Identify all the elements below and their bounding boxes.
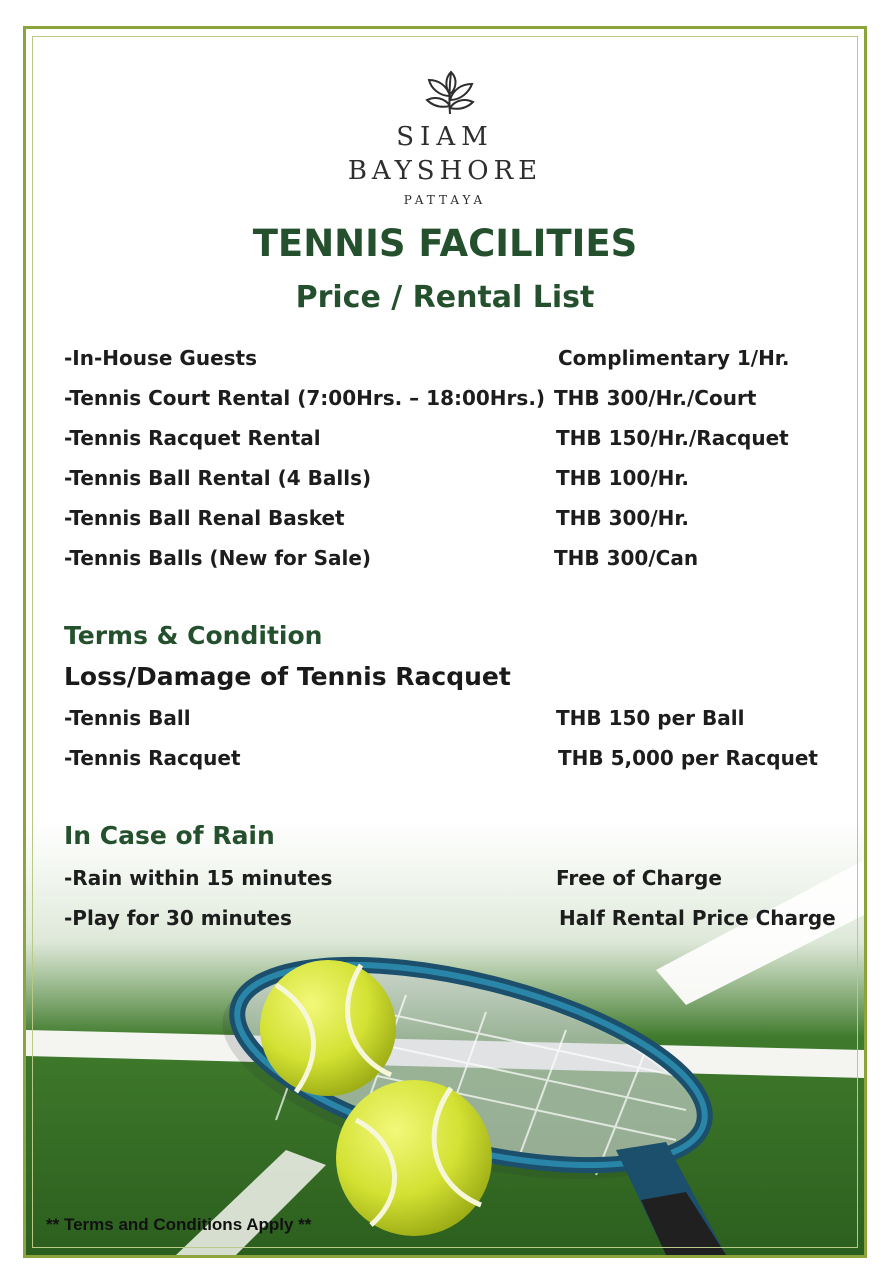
- price-value: THB 150/Hr./Racquet: [556, 426, 789, 450]
- rain-value: Free of Charge: [556, 866, 722, 890]
- brand-name-line1: SIAM: [396, 122, 494, 152]
- rain-value: Half Rental Price Charge: [559, 906, 836, 930]
- rain-heading: In Case of Rain: [64, 821, 275, 850]
- brand-location: PATTAYA: [403, 193, 487, 207]
- lotus-leaf-icon: [425, 66, 475, 122]
- price-item-label: -In-House Guests: [64, 346, 258, 370]
- page-title: TENNIS FACILITIES: [252, 222, 638, 265]
- terms-item-label: -Tennis Racquet: [64, 746, 241, 770]
- price-item-label: -Tennis Ball Rental (4 Balls): [64, 466, 372, 490]
- rain-item-label: -Rain within 15 minutes: [64, 866, 333, 890]
- terms-value: THB 5,000 per Racquet: [558, 746, 818, 770]
- price-value: THB 100/Hr.: [556, 466, 689, 490]
- footnote: ** Terms and Conditions Apply **: [46, 1215, 312, 1234]
- price-item-label: -Tennis Ball Renal Basket: [64, 506, 345, 530]
- price-value: THB 300/Hr.: [556, 506, 689, 530]
- price-item-label: -Tennis Balls (New for Sale): [64, 546, 372, 570]
- terms-subheading: Loss/Damage of Tennis Racquet: [64, 662, 511, 691]
- rain-item-label: -Play for 30 minutes: [64, 906, 292, 930]
- price-item-label: -Tennis Court Rental (7:00Hrs. – 18:00Hrs.): [64, 386, 546, 410]
- price-value: THB 300/Hr./Court: [554, 386, 757, 410]
- price-value: THB 300/Can: [554, 546, 699, 570]
- page-subtitle: Price / Rental List: [295, 280, 595, 315]
- terms-value: THB 150 per Ball: [556, 706, 745, 730]
- terms-item-label: -Tennis Ball: [64, 706, 191, 730]
- terms-heading: Terms & Condition: [64, 621, 323, 650]
- brand-name-line2: BAYSHORE: [347, 156, 543, 186]
- price-item-label: -Tennis Racquet Rental: [64, 426, 321, 450]
- price-value: Complimentary 1/Hr.: [558, 346, 790, 370]
